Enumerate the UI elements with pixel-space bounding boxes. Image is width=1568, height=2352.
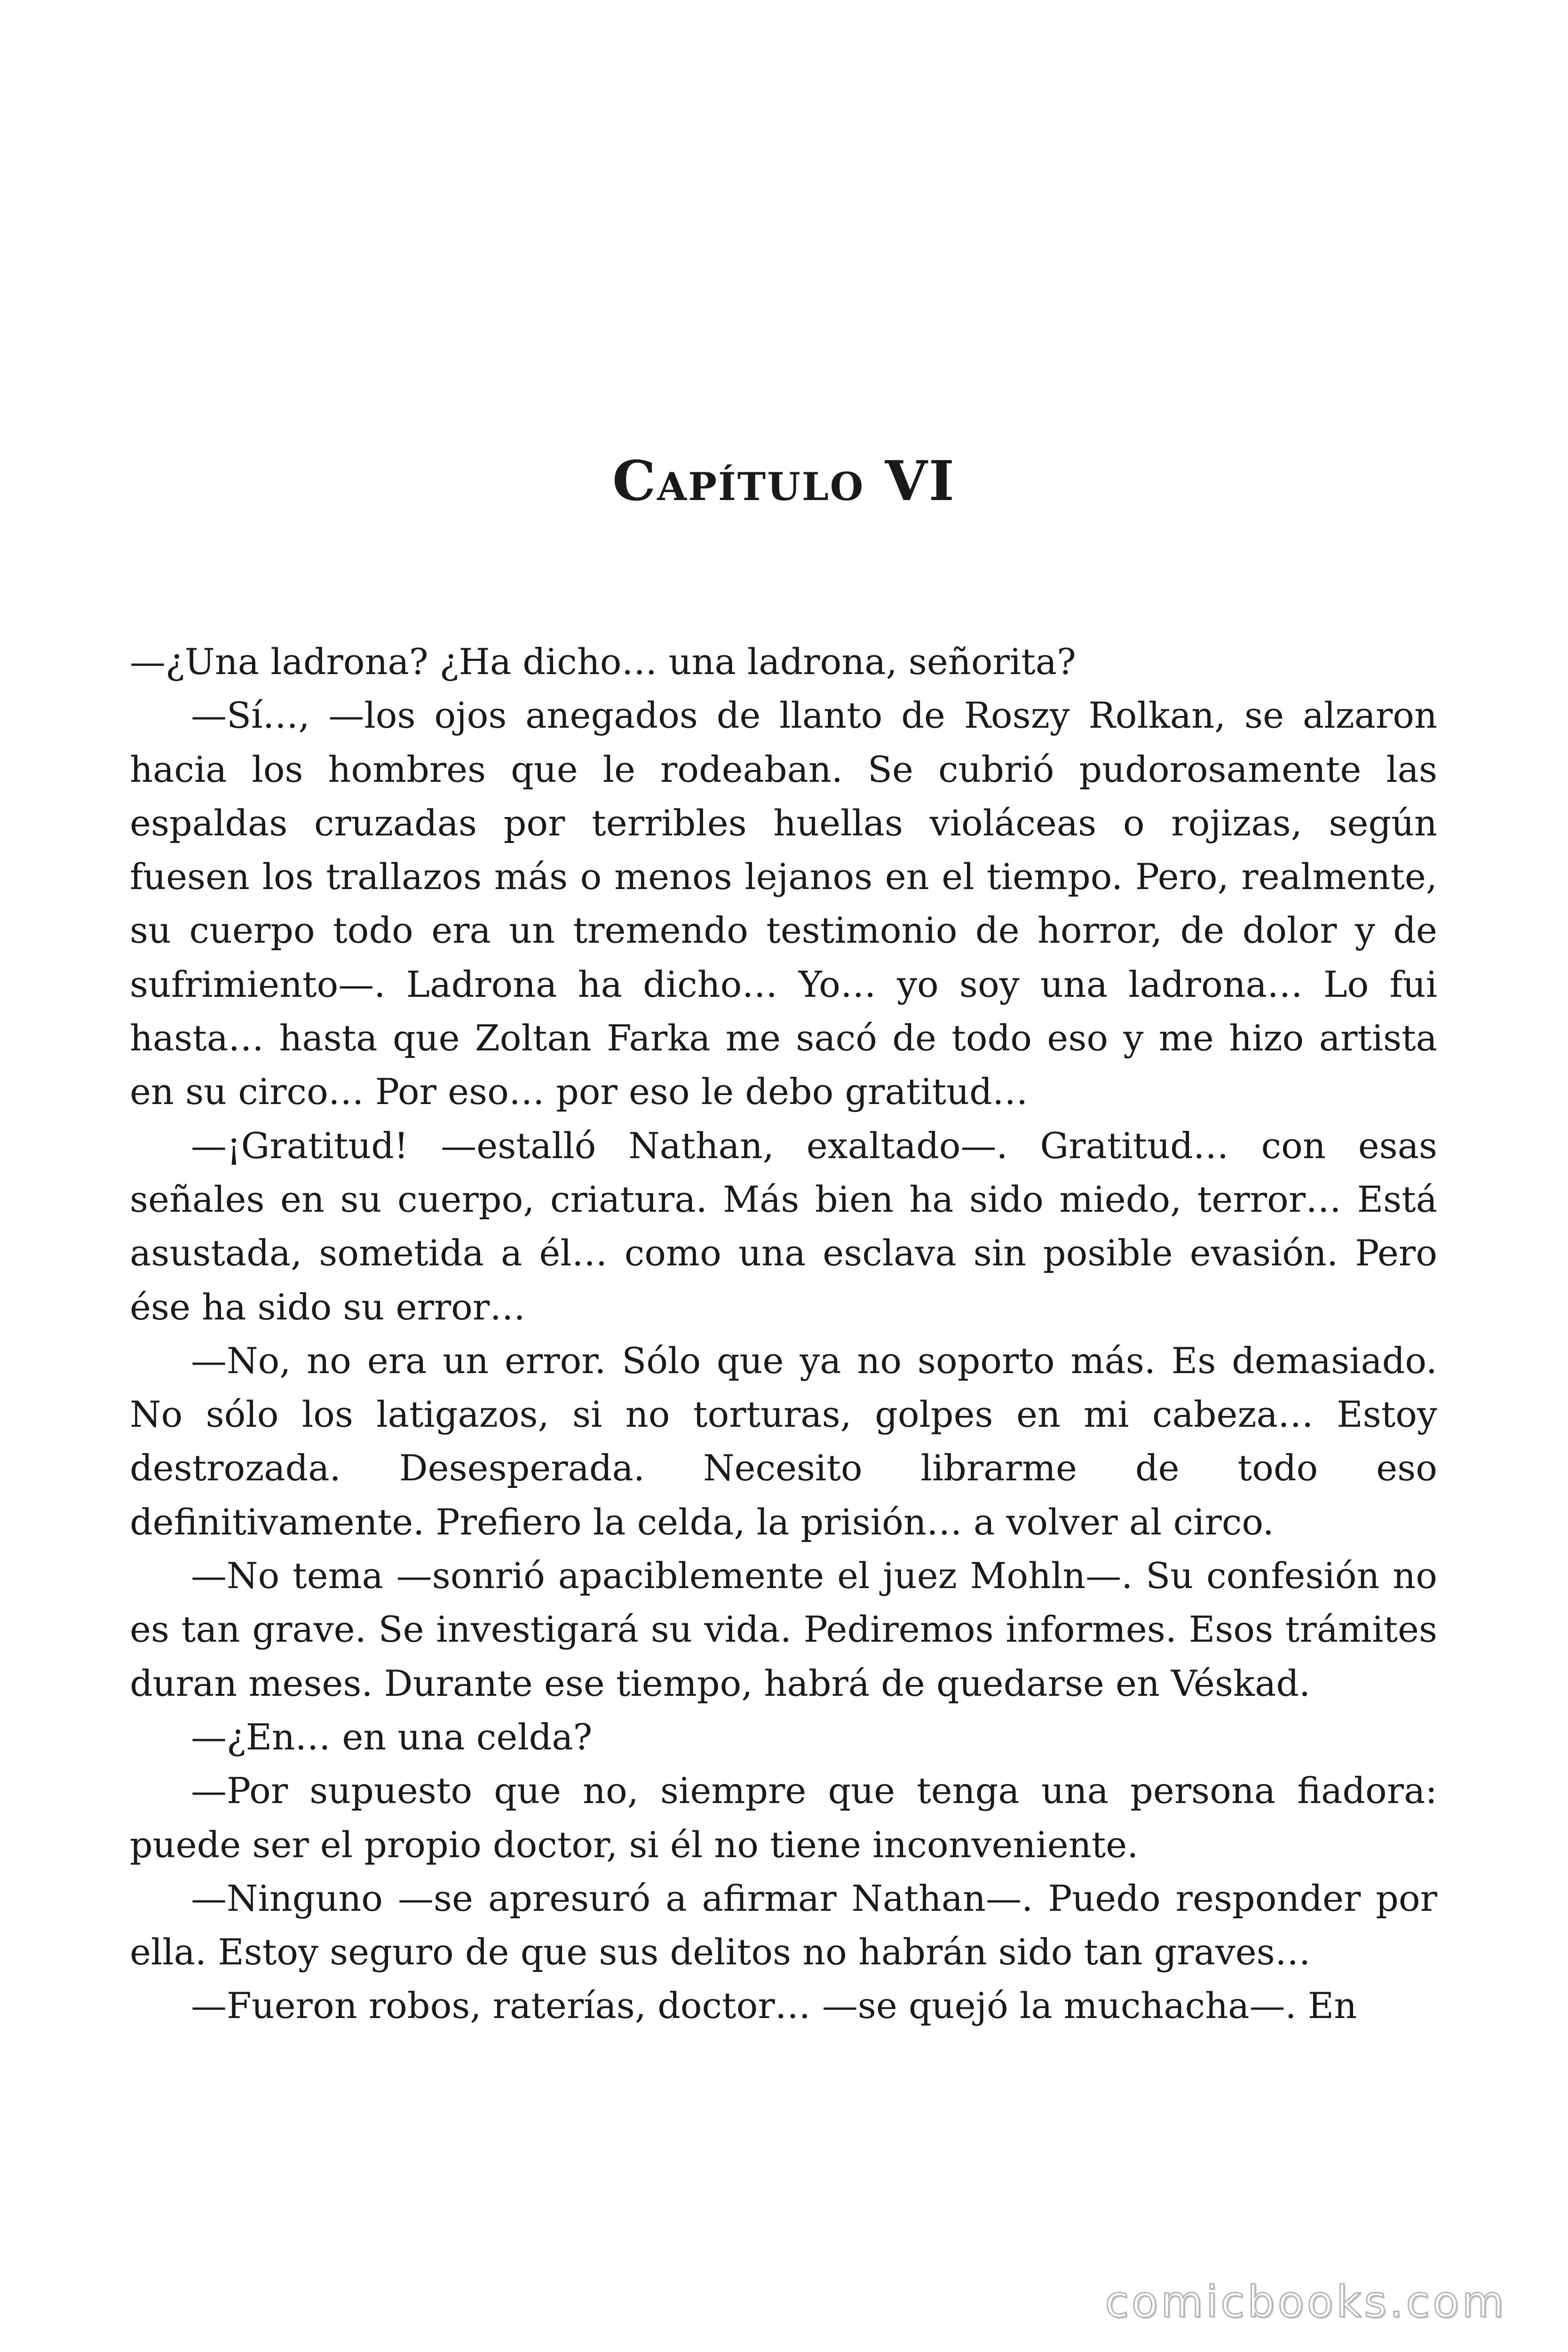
chapter-body <box>130 635 1437 2033</box>
watermark: comicbooks.com <box>1105 2277 1507 2327</box>
paragraph: —Ninguno —se apresuró a afirmar Nathan—. Puedo responder por ella. Estoy seguro de que sus delitos no habrán sido tan graves… <box>130 1877 1437 1973</box>
paragraph: —Sí…, —los ojos anegados de llanto de Roszy Rolkan, se alzaron hacia los hombres que le rodeaban. Se cubrió pudorosamente las espaldas cruzadas por terribles huellas violáceas o rojizas, según fuesen los trallazos más o menos lejanos en el tiempo. Pero, realmente, su cuerpo todo era un tremendo testimonio de horror, de dolor y de sufrimiento—. Ladrona ha dicho… Yo… yo soy una ladrona… Lo fui hasta… hasta que Zoltan Farka me sacó de todo eso y me hizo artista en su circo… Por eso… por eso le debo gratitud… <box>130 694 1437 1113</box>
paragraph: —Por supuesto que no, siempre que tenga una persona fiadora: puede ser el propio doctor, si él no tiene inconveniente. <box>130 1770 1437 1866</box>
paragraph: —¿Una ladrona? ¿Ha dicho… una ladrona, señorita? <box>130 641 1076 683</box>
paragraph: —¡Gratitud! —estalló Nathan, exaltado—. Gratitud… con esas señales en su cuerpo, criatura. Más bien ha sido miedo, terror… Está asustada, sometida a él… como una esclava sin posible evasión. Pero ése ha sido su error… <box>130 1124 1437 1328</box>
paragraph: —¿En… en una celda? <box>191 1716 593 1758</box>
paragraph: —No tema —sonrió apaciblemente el juez Mohln—. Su confesión no es tan grave. Se investigará su vida. Pediremos informes. Esos trámites duran meses. Durante ese tiempo, habrá de quedarse en Véskad. <box>130 1555 1437 1704</box>
paragraph: —Fueron robos, raterías, doctor… —se quejó la muchacha—. En <box>191 1985 1357 2027</box>
chapter-title: Capítulo VI <box>612 449 956 513</box>
paragraph: —No, no era un error. Sólo que ya no soporto más. Es demasiado. No sólo los latigazos, si no torturas, golpes en mi cabeza… Estoy destrozada. Desesperada. Necesito librarme de todo eso definitivamente. Prefiero la celda, la prisión… a volver al circo. <box>130 1339 1437 1543</box>
